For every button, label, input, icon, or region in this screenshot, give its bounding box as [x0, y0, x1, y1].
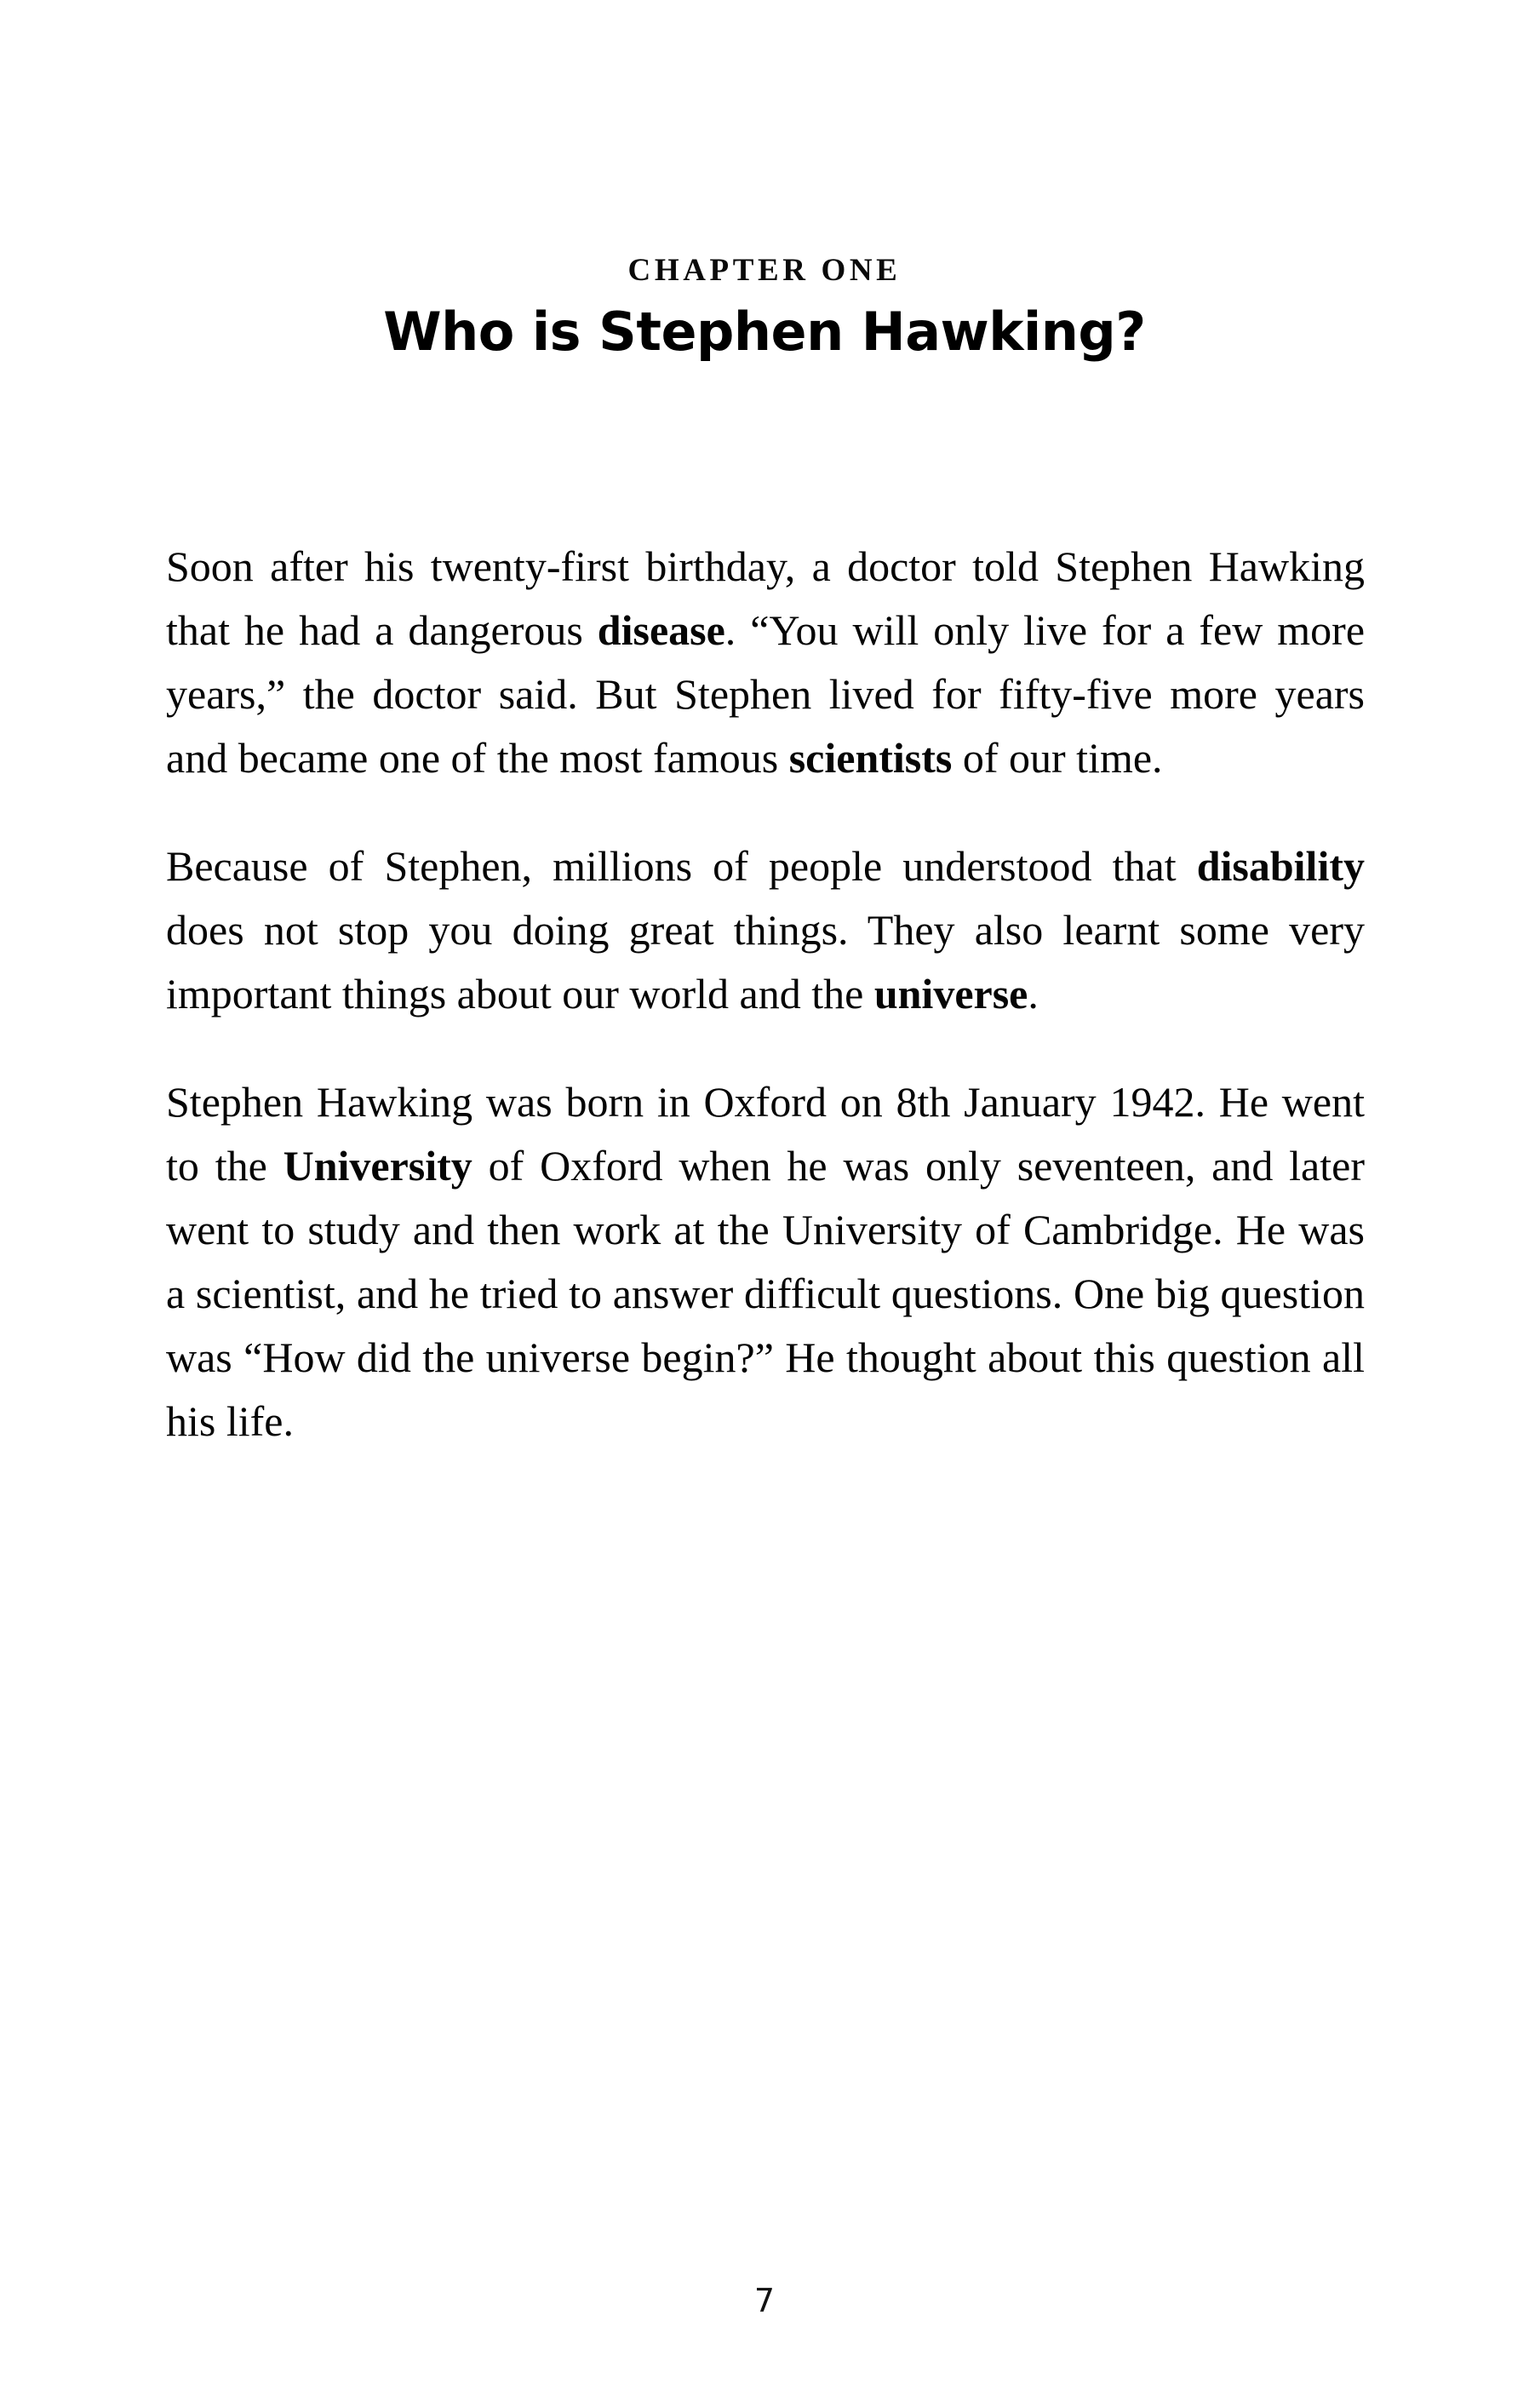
paragraph-1	[166, 535, 1365, 790]
text-run: Because of Stephen, millions of people understood that	[166, 842, 1197, 890]
bold-term: universe	[873, 970, 1028, 1018]
text-run: Soon after his twenty-first birthday, a doctor told Stephen Hawking that he had a dangerous	[166, 542, 1365, 654]
bold-term: University	[283, 1142, 472, 1190]
body-text-column	[166, 535, 1365, 1453]
text-run: does not stop you doing great things. They also learnt some very important things about our world and the	[166, 906, 1365, 1018]
text-run: .	[1028, 970, 1039, 1018]
bold-term: scientists	[788, 734, 953, 782]
chapter-number-label: CHAPTER ONE	[627, 253, 902, 288]
text-run: of Oxford when he was only seventeen, and later went to study and then work at the University of Cambridge. He was a scientist, and he tried to answer difficult questions. One big question was “How did the universe begin?” He thought about this question all his life.	[166, 1142, 1365, 1445]
bold-term: disability	[1196, 842, 1365, 890]
page-title: Who is Stephen Hawking?	[383, 300, 1146, 363]
bold-term: disease	[597, 606, 725, 654]
text-run: of our time.	[952, 734, 1163, 782]
text-run: Stephen Hawking was born in Oxford on 8th January 1942. He went to the	[166, 1078, 1365, 1190]
text-run: . “You will only live for a few more years,” the doctor said. But Stephen lived for fifty-five more years and became one of the most famous	[166, 606, 1366, 782]
chapter-heading-block	[0, 254, 1529, 361]
paragraph-2	[166, 834, 1365, 1026]
paragraph-3	[166, 1070, 1365, 1453]
page-number: 7	[753, 2282, 776, 2319]
